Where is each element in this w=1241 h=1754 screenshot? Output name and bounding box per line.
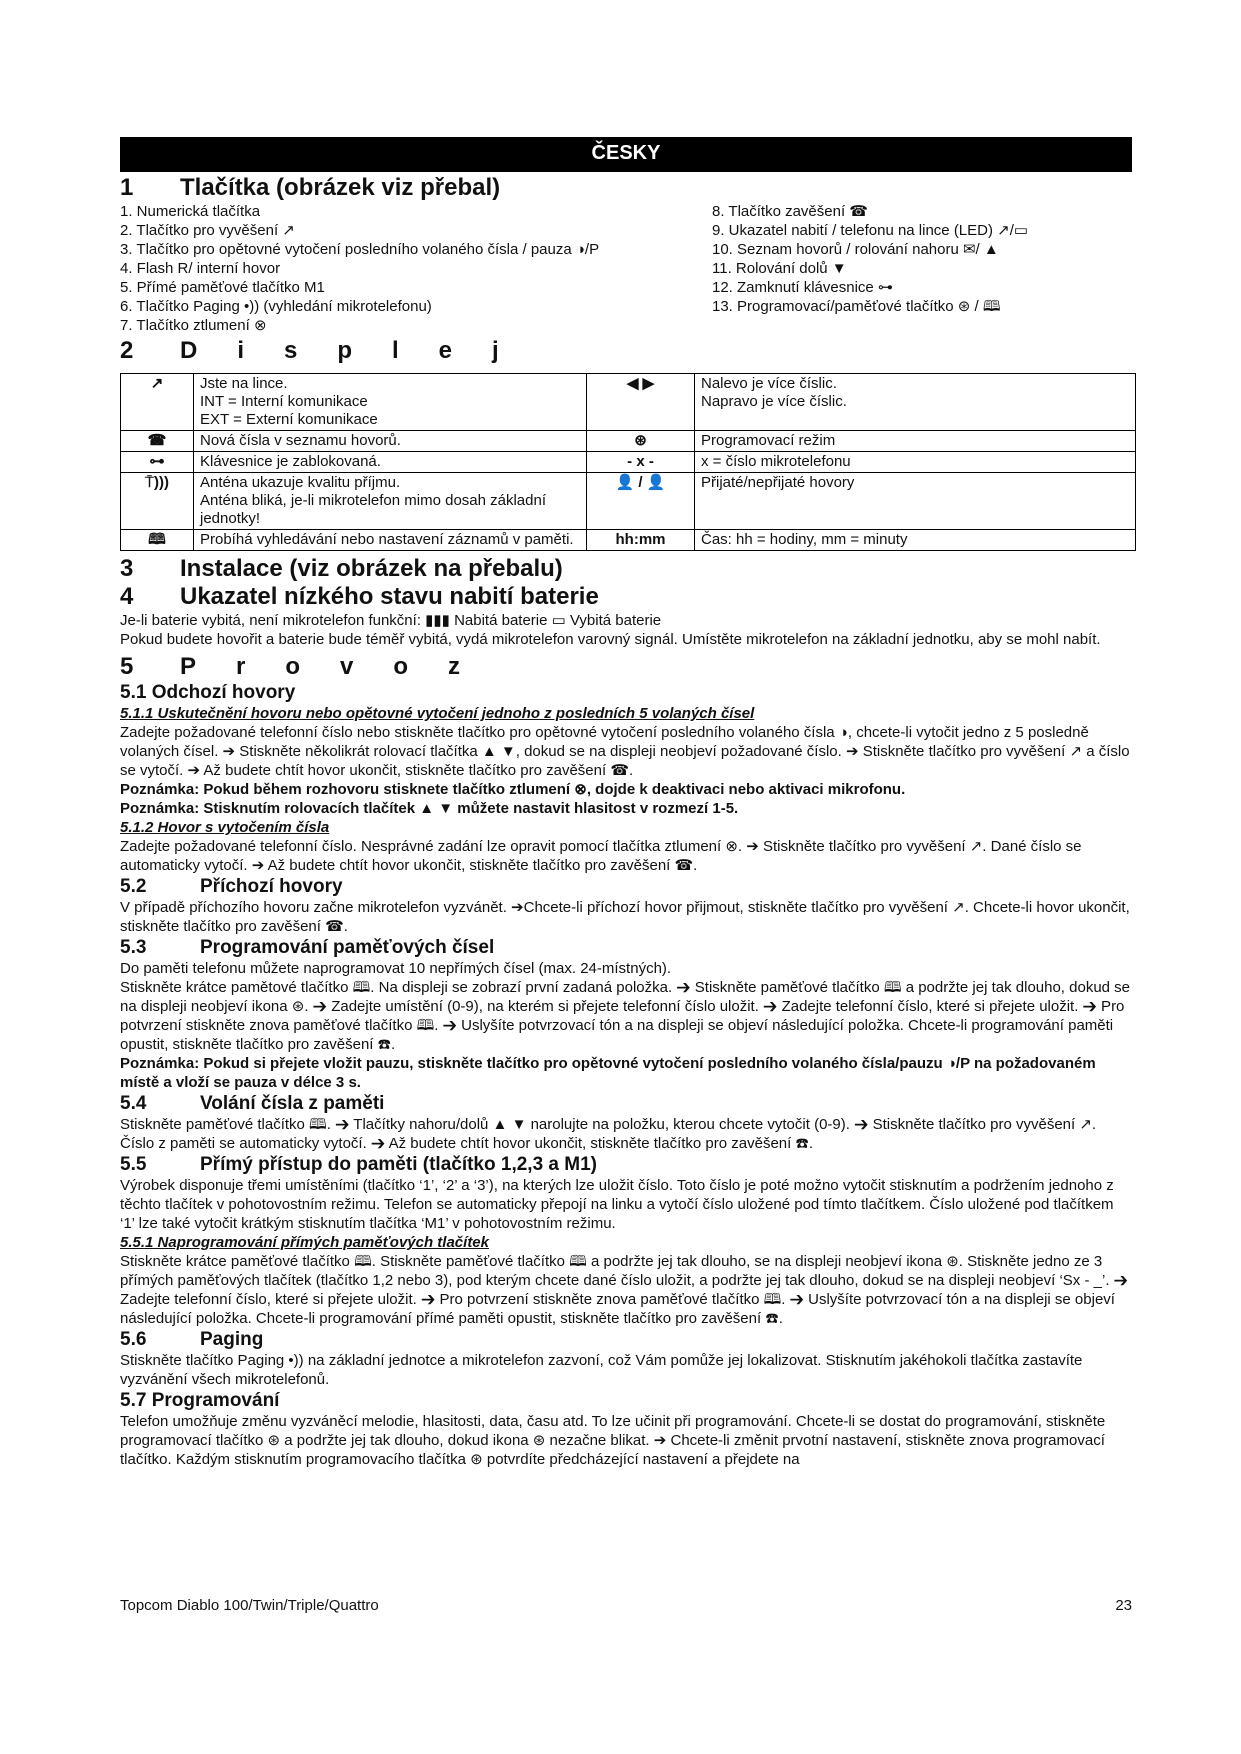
page-number: 23 xyxy=(1115,1597,1132,1614)
heading-5-6: 5.6 Paging xyxy=(120,1329,264,1350)
paragraph-5-3-b: Stiskněte krátce pamětové tlačítko 🕮. Na displeji se zobrazí první zadaná položka. ➔ Stiskněte paměťové tlačítko 🕮 a podržte jej tak dlouho, dokud se na displeji neobjeví ikona ⊛. ➔ Zadejte umístění (0-9), na kterém si přejete telefonní číslo uložit. ➔ Zadejte telefonní číslo, které si přejete uložit. ➔ Pro potvrzení stiskněte znova paměťové tlačítko 🕮. ➔ Uslyšíte potvrzovací tón a na displeji se objeví následující položka. Chcete-li programování paměti opustit, stiskněte tlačítko pro zavěšení ☎. xyxy=(120,979,1131,1053)
note-pause: Poznámka: Pokud si přejete vložit pauzu, stiskněte tlačítko pro opětovné vytočení posledního volaného čísla/pauzu ◑/P na požadovaném místě a vloží se pauza v délce 3 s. xyxy=(120,1055,1096,1091)
paragraph-5-2: V případě příchozího hovoru začne mikrotelefon vyzvánět. ➔Chcete-li příchozí hovor přijmout, stiskněte tlačítko pro vyvěšení ↗. Chcete-li hovor ukončit, stiskněte tlačítko pro zavěšení ☎. xyxy=(120,899,1130,935)
heading-5-5: 5.5 Přímý přístup do paměti (tlačítko 1,2,3 a M1) xyxy=(120,1154,597,1175)
list-item: 10. Seznam hovorů / rolování nahoru ✉/ ▲ xyxy=(712,241,999,258)
table-cell-text: INT = Interní komunikace xyxy=(200,393,368,410)
section-2-heading: 2 Displej xyxy=(120,337,539,364)
list-item: 3. Tlačítko pro opětovné vytočení posledního volaného čísla / pauza ◑/P xyxy=(120,241,600,258)
table-cell-text: Anténa bliká, je-li mikrotelefon mimo dosah základní jednotky! xyxy=(200,492,547,527)
display-icon: 🕮 xyxy=(148,531,166,548)
table-row xyxy=(121,473,1136,530)
list-item: 4. Flash R/ interní hovor xyxy=(120,260,281,277)
language-banner: ČESKY xyxy=(120,137,1132,172)
list-item: 2. Tlačítko pro vyvěšení ↗ xyxy=(120,222,295,239)
heading-5-1-1: 5.1.1 Uskutečnění hovoru nebo opětovné vytočení jednoho z posledních 5 volaných čísel xyxy=(120,705,755,722)
note-mute: Poznámka: Pokud během rozhovoru stisknete tlačítko ztlumení ⊗, dojde k deaktivaci nebo aktivaci mikrofonu. xyxy=(120,781,906,798)
paragraph-5-3-a: Do paměti telefonu můžete naprogramovat 10 nepřímých čísel (max. 24-místných). xyxy=(120,960,672,977)
heading-5-3: 5.3 Programování paměťových čísel xyxy=(120,937,495,958)
list-item: 9. Ukazatel nabití / telefonu na lince (LED) ↗/▭ xyxy=(712,222,1029,239)
display-icon: ↗ xyxy=(150,375,164,392)
list-item: 6. Tlačítko Paging •)) (vyhledání mikrotelefonu) xyxy=(120,298,432,315)
table-cell-text: Programovací režim xyxy=(701,432,836,449)
table-cell-text: Přijaté/nepřijaté hovory xyxy=(701,474,855,491)
list-item: 12. Zamknutí klávesnice ⊶ xyxy=(712,279,893,296)
buttons-list-left xyxy=(120,202,712,335)
list-item: 11. Rolování dolů ▼ xyxy=(712,260,847,277)
table-cell-text: Napravo je více číslic. xyxy=(701,393,847,410)
display-icon: ⍑))) xyxy=(145,474,169,491)
battery-paragraph-2: Pokud budete hovořit a baterie bude téměř vybitá, vydá mikrotelefon varovný signál. Umístěte mikrotelefon na základní jednotku, aby se mohl nabít. xyxy=(120,631,1101,648)
display-icon: - x - xyxy=(627,453,654,470)
table-row xyxy=(121,374,1136,431)
paragraph-5-1-2: Zadejte požadované telefonní číslo. Nesprávné zadání lze opravit pomocí tlačítka ztlumení ⊗. ➔ Stiskněte tlačítko pro vyvěšení ↗. Dané číslo se automaticky vytočí. ➔ Až budete chtít hovor ukončit, stiskněte tlačítko pro zavěšení ☎. xyxy=(120,838,1082,874)
display-icon: ⊶ xyxy=(149,453,165,470)
note-volume: Poznámka: Stisknutím rolovacích tlačítek ▲ ▼ můžete nastavit hlasitost v rozmezí 1-5. xyxy=(120,800,739,817)
table-cell-text: Anténa ukazuje kvalitu příjmu. xyxy=(200,474,401,491)
display-icon: 👤 / 👤 xyxy=(615,474,666,491)
section-4-heading: 4 Ukazatel nízkého stavu nabití baterie xyxy=(120,583,599,610)
section-5-heading: 5 Provoz xyxy=(120,653,501,680)
section-3-heading: 3 Instalace (viz obrázek na přebalu) xyxy=(120,555,563,582)
paragraph-5-5: Výrobek disponuje třemi umístěními (tlačítko ‘1’, ‘2’ a ‘3’), na kterých lze uložit číslo. Toto číslo je poté možno vytočit stisknutím a podržením jednoho z těchto tlačítek v pohotovostním režimu. Telefon se automaticky přepojí na linku a vytočí číslo uložené pod tímto tlačítkem. Číslo uložené pod tlačítkem ‘1’ lze také vytočit krátkým stisknutím tlačítka ‘M1’ v pohotovostním režimu. xyxy=(120,1177,1114,1232)
buttons-list-right xyxy=(712,202,1132,335)
buttons-list xyxy=(120,202,1132,335)
table-cell-text: Čas: hh = hodiny, mm = minuty xyxy=(701,531,908,548)
heading-5-1: 5.1 Odchozí hovory xyxy=(120,682,296,703)
list-item: 8. Tlačítko zavěšení ☎ xyxy=(712,203,868,220)
heading-5-7: 5.7 Programování xyxy=(120,1390,280,1411)
paragraph-5-6: Stiskněte tlačítko Paging •)) na základní jednotce a mikrotelefon zazvoní, což Vám pomůže jej lokalizovat. Stisknutím jakéhokoli tlačítka zastavíte vyzvánění všech mikrotelefonů. xyxy=(120,1352,1083,1388)
display-icon: hh:mm xyxy=(615,531,666,548)
table-cell-text: Jste na lince. xyxy=(200,375,288,392)
table-cell-text: Nová čísla v seznamu hovorů. xyxy=(200,432,401,449)
paragraph-5-1-1: Zadejte požadované telefonní číslo nebo stiskněte tlačítko pro opětovné vytočení posledního volaného čísla ◑, chcete-li vytočit jedno z 5 posledně volaných čísel. ➔ Stiskněte několikrát rolovací tlačítka ▲ ▼, dokud se na displeji neobjeví požadované číslo. ➔ Stiskněte tlačítko pro vyvěšení ↗ a číslo se vytočí. ➔ Až budete chtít hovor ukončit, stiskněte tlačítko pro zavěšení ☎. xyxy=(120,724,1130,779)
table-row xyxy=(121,530,1136,551)
battery-paragraph-1: Je-li baterie vybitá, není mikrotelefon funkční: ▮▮▮ Nabitá baterie ▭ Vybitá baterie xyxy=(120,612,662,629)
paragraph-5-4: Stiskněte paměťové tlačítko 🕮. ➔ Tlačítky nahoru/dolů ▲ ▼ narolujte na položku, kterou chcete vytočit (0-9). ➔ Stiskněte tlačítko pro vyvěšení ↗. Číslo z paměti se automaticky vytočí. ➔ Až budete chtít hovor ukončit, stiskněte tlačítko pro zavěšení ☎. xyxy=(120,1116,1097,1152)
page-footer xyxy=(120,1597,1132,1614)
table-row xyxy=(121,452,1136,473)
document-page xyxy=(120,137,1132,1469)
section-1-heading: 1 Tlačítka (obrázek viz přebal) xyxy=(120,174,501,201)
heading-5-5-1: 5.5.1 Naprogramování přímých paměťových tlačítek xyxy=(120,1234,489,1251)
list-item: 1. Numerická tlačítka xyxy=(120,203,261,220)
display-icon: ◀ ▶ xyxy=(626,375,655,392)
list-item: 5. Přímé paměťové tlačítko M1 xyxy=(120,279,325,296)
list-item: 13. Programovací/paměťové tlačítko ⊛ / 🕮 xyxy=(712,298,1001,315)
display-icons-table xyxy=(120,373,1136,551)
table-cell-text: x = číslo mikrotelefonu xyxy=(701,453,851,470)
heading-5-4: 5.4 Volání čísla z paměti xyxy=(120,1093,385,1114)
table-cell-text: EXT = Externí komunikace xyxy=(200,411,378,428)
footer-product: Topcom Diablo 100/Twin/Triple/Quattro xyxy=(120,1597,379,1614)
paragraph-5-5-1: Stiskněte krátce paměťové tlačítko 🕮. Stiskněte paměťové tlačítko 🕮 a podržte jej tak dlouho, se na displeji neobjeví ikona ⊛. Stiskněte jedno ze 3 přímých paměťových tlačítek (tlačítko 1,2 nebo 3), pod kterým chcete dané číslo uložit, a podržte jej tak dlouho, dokud se na displeji neobjeví ‘Sx - _’. ➔ Zadejte telefonní číslo, které si přejete uložit. ➔ Pro potvrzení stiskněte znova paměťové tlačítko 🕮. ➔ Uslyšíte potvrzovací tón a na displeji se objeví následující položka. Chcete-li programování přímé paměti opustit, stiskněte tlačítko pro zavěšení ☎. xyxy=(120,1253,1128,1327)
list-item: 7. Tlačítko ztlumení ⊗ xyxy=(120,317,267,334)
table-cell-text: Klávesnice je zablokovaná. xyxy=(200,453,381,470)
table-cell-text: Probíhá vyhledávání nebo nastavení záznamů v paměti. xyxy=(200,531,574,548)
display-icon: ⊛ xyxy=(634,432,647,449)
paragraph-5-7: Telefon umožňuje změnu vyzváněcí melodie, hlasitosti, data, času atd. To lze učinit při programování. Chcete-li se dostat do programování, stiskněte programovací tlačítko ⊛ a podržte jej tak dlouho, dokud ikona ⊛ nezačne blikat. ➔ Chcete-li změnit prvotní nastavení, stiskněte znova programovací tlačítko. Každým stisknutím programovacího tlačítka ⊛ potvrdíte předcházející nastavení a přejdete na xyxy=(120,1413,1106,1468)
table-row xyxy=(121,431,1136,452)
display-icon: ☎ xyxy=(147,432,167,449)
heading-5-1-2: 5.1.2 Hovor s vytočením čísla xyxy=(120,819,330,836)
table-cell-text: Nalevo je více číslic. xyxy=(701,375,837,392)
heading-5-2: 5.2 Příchozí hovory xyxy=(120,876,343,897)
